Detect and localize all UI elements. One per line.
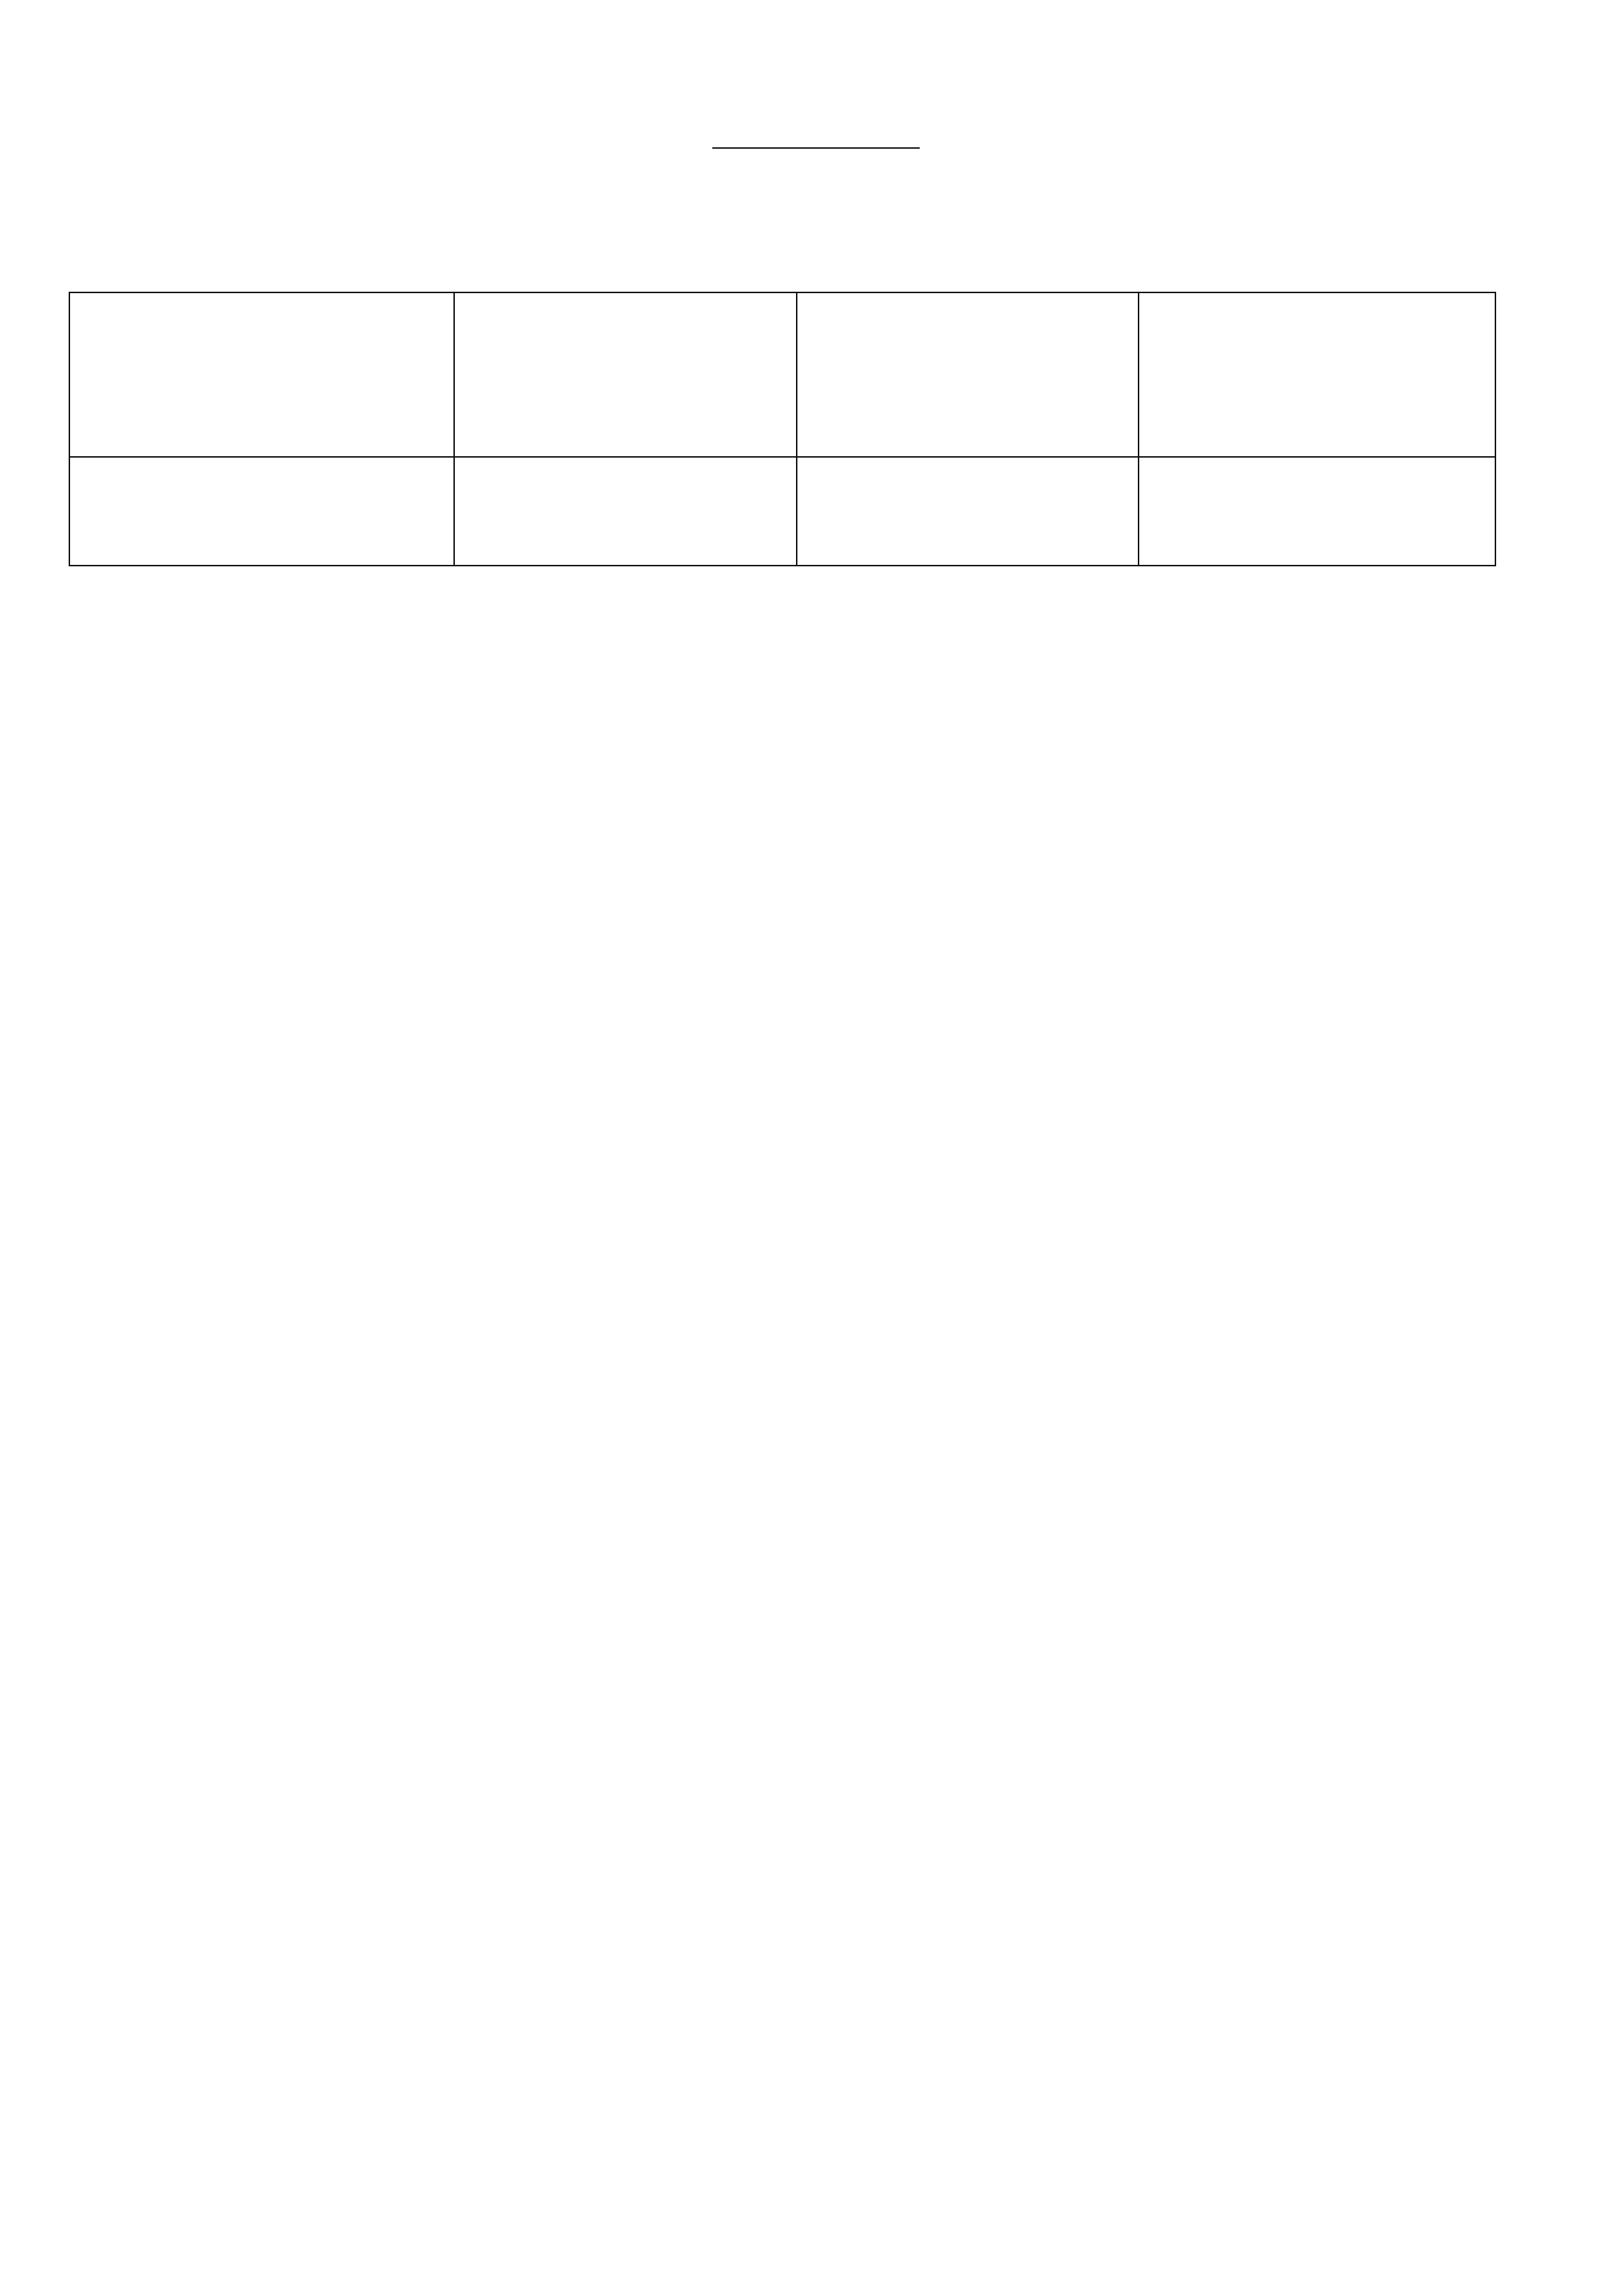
formula-fraction <box>712 144 920 152</box>
formula-2 <box>69 144 1496 245</box>
body-text <box>69 140 1496 566</box>
cell-parallel-values <box>454 457 797 566</box>
cell-analysis-values <box>797 457 1139 566</box>
header-error-limit <box>1139 292 1495 457</box>
formula-denominator <box>712 149 920 152</box>
cell-nickel-ranges <box>69 457 454 566</box>
header-parallel-discrepancy <box>454 292 797 457</box>
table-header-row <box>69 292 1495 457</box>
header-nickel-fraction <box>69 292 454 457</box>
table-3 <box>69 292 1496 566</box>
header-analysis-discrepancy <box>797 292 1139 457</box>
cell-error-values <box>1139 457 1495 566</box>
table-row <box>69 457 1495 566</box>
